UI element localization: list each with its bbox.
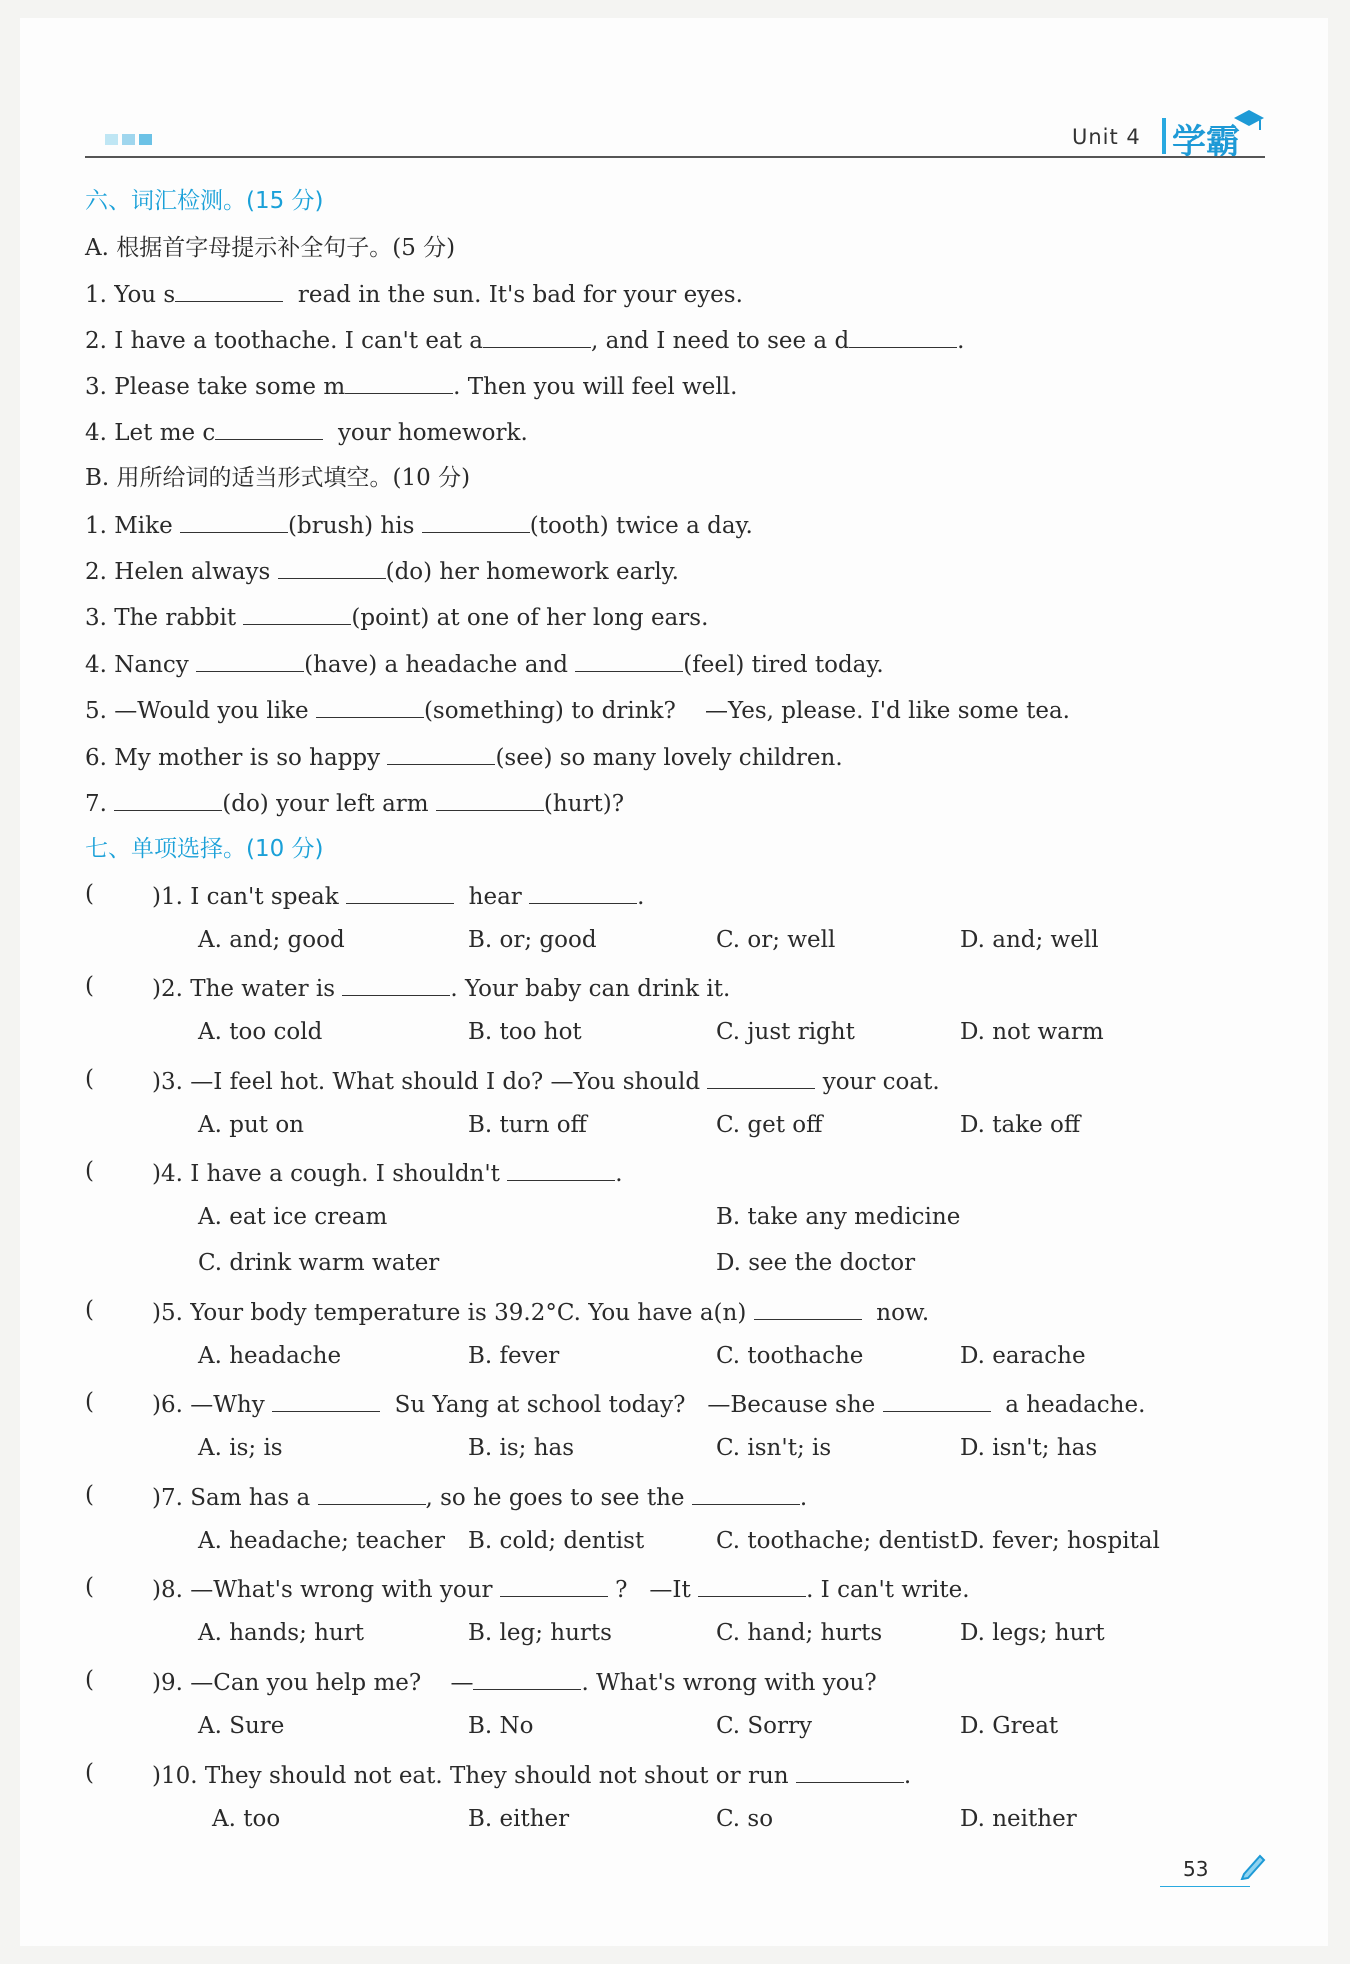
option-c[interactable]: C. hand; hurts — [716, 1620, 883, 1646]
answer-blank[interactable] — [507, 1158, 615, 1181]
part-a-title: A. 根据首字母提示补全句子。(5 分) — [85, 235, 456, 261]
answer-paren[interactable]: ( — [85, 1297, 94, 1323]
part-b-title: B. 用所给词的适当形式填空。(10 分) — [85, 465, 471, 491]
question-7: )7. Sam has a , so he goes to see the . — [152, 1482, 807, 1511]
answer-blank[interactable] — [473, 1667, 581, 1690]
answer-blank[interactable] — [436, 788, 544, 811]
part-b-item-2: 2. Helen always (do) her homework early. — [85, 556, 679, 587]
answer-blank[interactable] — [114, 788, 222, 811]
answer-blank[interactable] — [215, 417, 323, 440]
question-6: )6. —Why Su Yang at school today? —Because she a headache. — [152, 1389, 1145, 1418]
part-b-item-1: 1. Mike (brush) his (tooth) twice a day. — [85, 510, 753, 541]
answer-blank[interactable] — [483, 325, 591, 348]
question-4: )4. I have a cough. I shouldn't . — [152, 1158, 623, 1187]
answer-blank[interactable] — [346, 881, 454, 904]
header-dots — [105, 130, 156, 149]
answer-blank[interactable] — [698, 1574, 806, 1597]
answer-blank[interactable] — [422, 510, 530, 533]
option-b[interactable]: B. take any medicine — [716, 1204, 961, 1230]
brand-logo: 学霸 — [1172, 122, 1240, 162]
part-b-item-6: 6. My mother is so happy (see) so many lovely children. — [85, 742, 843, 773]
option-a[interactable]: A. too — [212, 1806, 281, 1832]
answer-blank[interactable] — [387, 742, 495, 765]
part-b-item-7: 7. (do) your left arm (hurt)? — [85, 788, 624, 819]
option-d[interactable]: D. earache — [960, 1343, 1086, 1369]
part-a-item-1: 1. You s read in the sun. It's bad for your eyes. — [85, 279, 743, 310]
option-a[interactable]: A. Sure — [198, 1713, 285, 1739]
answer-blank[interactable] — [707, 1066, 815, 1089]
option-a[interactable]: A. headache; teacher — [198, 1528, 446, 1554]
answer-paren[interactable]: ( — [85, 1574, 94, 1600]
part-a-item-3: 3. Please take some m . Then you will feel well. — [85, 371, 737, 402]
answer-blank[interactable] — [692, 1482, 800, 1505]
part-a-item-2: 2. I have a toothache. I can't eat a , and I need to see a d . — [85, 325, 964, 356]
answer-blank[interactable] — [883, 1389, 991, 1412]
answer-blank[interactable] — [575, 649, 683, 672]
unit-label: Unit 4 — [1072, 125, 1141, 149]
page-number: 53 — [1183, 1857, 1209, 1881]
section-6-title: 六、词汇检测。(15 分) — [85, 188, 324, 214]
option-a[interactable]: A. is; is — [198, 1435, 283, 1461]
option-b[interactable]: B. either — [468, 1806, 570, 1832]
option-c[interactable]: C. get off — [716, 1112, 823, 1138]
header-rule — [85, 156, 1265, 158]
question-2: )2. The water is . Your baby can drink it. — [152, 973, 730, 1002]
option-d[interactable]: D. and; well — [960, 927, 1099, 953]
option-c[interactable]: C. toothache — [716, 1343, 864, 1369]
answer-blank[interactable] — [180, 510, 288, 533]
option-d[interactable]: D. legs; hurt — [960, 1620, 1105, 1646]
option-d[interactable]: D. see the doctor — [716, 1250, 916, 1276]
answer-paren[interactable]: ( — [85, 1066, 94, 1092]
pencil-icon — [1238, 1850, 1268, 1880]
option-b[interactable]: B. No — [468, 1713, 534, 1739]
option-c[interactable]: C. so — [716, 1806, 774, 1832]
part-b-item-4: 4. Nancy (have) a headache and (feel) tired today. — [85, 649, 884, 680]
answer-paren[interactable]: ( — [85, 1158, 94, 1184]
option-a[interactable]: A. hands; hurt — [198, 1620, 365, 1646]
option-c[interactable]: C. isn't; is — [716, 1435, 832, 1461]
option-b[interactable]: B. too hot — [468, 1019, 582, 1045]
answer-paren[interactable]: ( — [85, 1760, 94, 1786]
option-a[interactable]: A. too cold — [198, 1019, 323, 1045]
page-number-underline — [1160, 1886, 1250, 1887]
answer-paren[interactable]: ( — [85, 973, 94, 999]
answer-blank[interactable] — [318, 1482, 426, 1505]
answer-paren[interactable]: ( — [85, 881, 94, 907]
answer-blank[interactable] — [796, 1760, 904, 1783]
option-c[interactable]: C. toothache; dentist — [716, 1528, 960, 1554]
option-a[interactable]: A. headache — [198, 1343, 342, 1369]
option-c[interactable]: C. drink warm water — [198, 1250, 440, 1276]
part-b-item-3: 3. The rabbit (point) at one of her long ears. — [85, 602, 708, 633]
option-d[interactable]: D. isn't; has — [960, 1435, 1098, 1461]
question-9: )9. —Can you help me? — . What's wrong with you? — [152, 1667, 877, 1696]
answer-blank[interactable] — [175, 279, 283, 302]
option-b[interactable]: B. cold; dentist — [468, 1528, 645, 1554]
option-d[interactable]: D. not warm — [960, 1019, 1104, 1045]
answer-blank[interactable] — [316, 695, 424, 718]
answer-blank[interactable] — [849, 325, 957, 348]
answer-paren[interactable]: ( — [85, 1667, 94, 1693]
answer-blank[interactable] — [278, 556, 386, 579]
answer-paren[interactable]: ( — [85, 1482, 94, 1508]
option-b[interactable]: B. or; good — [468, 927, 597, 953]
option-b[interactable]: B. leg; hurts — [468, 1620, 612, 1646]
option-c[interactable]: C. Sorry — [716, 1713, 812, 1739]
option-d[interactable]: D. Great — [960, 1713, 1059, 1739]
section-7-title: 七、单项选择。(10 分) — [85, 836, 324, 862]
question-1: )1. I can't speak hear . — [152, 881, 644, 910]
option-b[interactable]: B. turn off — [468, 1112, 587, 1138]
part-a-item-4: 4. Let me c your homework. — [85, 417, 528, 448]
answer-paren[interactable]: ( — [85, 1389, 94, 1415]
question-5: )5. Your body temperature is 39.2°C. You have a(n) now. — [152, 1297, 929, 1326]
option-a[interactable]: A. put on — [198, 1112, 304, 1138]
option-d[interactable]: D. take off — [960, 1112, 1081, 1138]
answer-blank[interactable] — [345, 371, 453, 394]
option-a[interactable]: A. eat ice cream — [198, 1204, 388, 1230]
answer-blank[interactable] — [529, 881, 637, 904]
option-a[interactable]: A. and; good — [198, 927, 345, 953]
answer-blank[interactable] — [196, 649, 304, 672]
answer-blank[interactable] — [272, 1389, 380, 1412]
option-c[interactable]: C. or; well — [716, 927, 836, 953]
question-10: )10. They should not eat. They should not shout or run . — [152, 1760, 911, 1789]
graduation-cap-icon — [1232, 106, 1266, 136]
option-b[interactable]: B. is; has — [468, 1435, 575, 1461]
option-c[interactable]: C. just right — [716, 1019, 855, 1045]
answer-blank[interactable] — [754, 1297, 862, 1320]
answer-blank[interactable] — [500, 1574, 608, 1597]
option-b[interactable]: B. fever — [468, 1343, 560, 1369]
header-bar — [1162, 118, 1166, 154]
option-d[interactable]: D. neither — [960, 1806, 1077, 1832]
part-b-item-5: 5. —Would you like (something) to drink? —Yes, please. I'd like some tea. — [85, 695, 1070, 726]
question-8: )8. —What's wrong with your ? —It . I can't write. — [152, 1574, 970, 1603]
answer-blank[interactable] — [243, 602, 351, 625]
question-3: )3. —I feel hot. What should I do? —You should your coat. — [152, 1066, 940, 1095]
answer-blank[interactable] — [342, 973, 450, 996]
option-d[interactable]: D. fever; hospital — [960, 1528, 1160, 1554]
